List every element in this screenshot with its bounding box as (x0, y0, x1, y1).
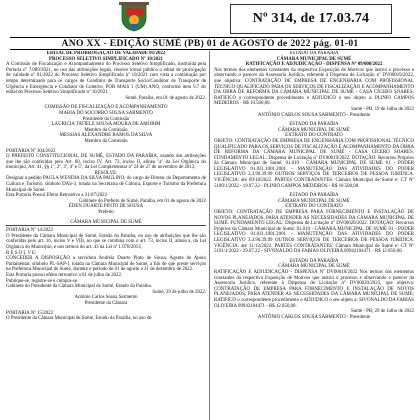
edital-body: A Comissão de Fiscalização e Acompanhamento do Processo Seletivo Simplificado, instituída pela Portaria nº 7.089/2021, no uso das atribuições legais, resolve tornar público o edital de prorrogação de validade nº 01/2022 do Processo Seletivo Simplificado nº 10/2021 com vista a contratação por tempo determinado para os cargos de Condutor de Transporte Socio/Condutor de Transporte de Urgência e Emergência e Condutor de Coletivo, POR MAIS 1 (UM) ANO, conforme item 9.7 do edital do Processo Seletivo Simplificado nº 10/2021. (6, 62, 206, 96)
commission-member-1: MARIA DO SOCORRO SOUSA SARMENTO (59, 110, 153, 116)
commission-member-3-role: Membro da Comissão (84, 138, 128, 144)
extract-1-body: OBJETO: CONTRATAÇÃO DE EMPRESA DE ENGENHARIA COM PROFISSIONAL TÉCNICO QUALIFICADO PARA OS SERVIÇOS DE FISCALIZAÇÃO E ACOMPANHAMENTO DA OBRA DE REFORMA DA CÂMARA MUNICIPAL DE SUMÉ - CASA CÍCERO SOARES. FUNDAMENTO LEGAL: Dispensa de Licitação nº DV00019/2022. DOTAÇÃO: Recursos Próprios da Câmara Municipal de Sumé: 01.010 - CÂMARA MUNICIPAL DE SUMÉ 01 - PODER LEGISLATIVO 01.031.1001.2001 - MANUTENÇÃO DAS ATIVIDADES DO PODER LEGISLATIVO 3.3.90.39.99 OUTROS SERVIÇOS DE TERCEIROS DE PESSOA JURÍDICA. VIGÊNCIA: até 09/10/2022. PARTES CONTRATANTES: Câmara Municipal de Sumé e: CT Nº 5190/1/2022 - 19.07.22 - PLINIO CAMPOS MEDEIROS - R$ 10.500,00. (214, 138, 414, 189)
mayor-name: ÉDEN DUARTE PINTO DE SOUSA (68, 204, 144, 210)
ratification-state: ESTADO DA PARAÍBA (289, 51, 339, 56)
portaria-14-effect: Esta Portaria possui efeito retroativo a 01 de julho de 2022. (6, 272, 123, 278)
portaria-15-section (6, 311, 206, 322)
contract-extract-1 (214, 122, 414, 189)
ratification-title: CÂMARA MUNICIPAL DE SUMÉ (276, 56, 352, 62)
right-column (214, 51, 414, 420)
chamber-title: CÂMARA MUNICIPAL DE SUMÉ (6, 220, 206, 227)
commission-member-3: MESSIAS ALEXANDRE RAMOS DA SILVA (59, 133, 153, 139)
portaria-15-title: PORTARIA Nº 15/2022 (6, 310, 54, 316)
ratification-subtitle: RATIFICAÇÃO E ADJUDICAÇÃO - DISPENSA Nº 09/000/2022 (245, 62, 383, 68)
commission-member-2: LAURICIA TATIELE SOUSA MOURA DE AMORIM (51, 122, 161, 128)
portaria-14-date: Sumé, 29 de julho de 2022. (152, 289, 206, 295)
ratification-place-date: Sumé - PB, 19 de Julho de 2022 (350, 106, 414, 112)
ratification-body: Nos termos dos elementos constantes da respectiva Exposição de Motivos que instruí o processo e observando o parecer da Assessoria Jurídica, referente à Dispensa de Licitação nº DV00019/2022, que objetiva: CONTRATAÇÃO DE EMPRESA DE ENGENHARIA COM PROFISSIONAL TÉCNICO QUALIFICADO PARA OS SERVIÇOS DE FISCALIZAÇÃO E ACOMPANHAMENTO DA OBRA DE REFORMA DA CÂMARA MUNICIPAL DE SUMÉ - CASA CÍCERO SOARES; RATIFICO o correspondente procedimento e ADJUDICO o seu objeto a: PLINIO CAMPOS MEDEIROS - R$ 10.500,00. (214, 67, 414, 107)
edital-place-date: Sumé, Paraíba, em 01 de agosto de 2022. (125, 95, 206, 101)
edital-subtitle: PROCESSO SELETIVO SIMPLIFICADO Nº 10/2021 (48, 56, 164, 62)
portaria-304-section (6, 149, 206, 216)
chamber-president-role: Presidente da Câmara (84, 300, 128, 306)
portaria-304-decision: Designar a pedido PAULA WENDIA DA SILVA PAULINO, do cargo de Diretor do Departamento de Cultura e Turismo, símbolo DAS-3, lotada na Secretaria de Cultura, Esporte e Turismo da Prefeitura Municipal de Sumé. (6, 176, 206, 193)
left-column (6, 51, 206, 420)
extract-2-chamber: CÂMARA MUNICIPAL DE SUMÉ (278, 198, 350, 204)
extract-1-chamber: CÂMARA MUNICIPAL DE SUMÉ (278, 127, 350, 133)
ratification-2-state: ESTADO DA PARAÍBA (289, 258, 339, 264)
ratification-2-body: RATIFICAÇÃO E ADJUDICAÇÃO - DISPENSA Nº DV00010/2022 Nos termos dos elementos constantes da respectiva Exposição de Motivos que instruí o processo e observando o parecer da Assessoria Jurídica, referente à Dispensa de Licitação nº DV00020/2022, que objetiva: CONTRATAÇÃO DE EMPRESA PARA FORNECIMENTO E INSTALAÇÃO DE NOVOS PLANEJADOS, PARA ATENDER AS NECESSIDADES DA CÂMARA MUNICIPAL DE SUMÉ; RATIFICO o correspondente procedimento e ADJUDICO o seu objeto a: SIVONALDO DA FARIAS OLIVEIRA 09942104471 - R$ 12.850,00. (214, 269, 414, 309)
commission-signatures (6, 105, 206, 144)
registration-number: Nº 314, de 17.03.74 (230, 4, 392, 34)
portaria-304-place-date: Gabinete do Prefeito de Sumé, Paraíba, em 01 de agosto de 2022 (79, 198, 206, 204)
column-divider (209, 51, 210, 420)
mayor-role: Prefeito (98, 210, 114, 216)
ratification-2-signer: ANTÔNIO CARLOS SOUSA SARMENTO - Presidente (257, 314, 371, 320)
portaria-14-publish: Publique-se, registre-se e cumpra-se. (6, 278, 79, 284)
extract-1-state: ESTADO DA PARAÍBA (289, 122, 339, 128)
ratification-2-title: CÂMARA MUNICIPAL DE SUMÉ (278, 264, 350, 270)
extract-2-title: EXTRATO DO CONTRATO (285, 204, 343, 210)
commission-title: COMISSÃO DE FISCALIZAÇÃO E ACOMPANHAMENTO (44, 105, 168, 111)
portaria-14-body: O Presidente da Câmara Municipal de Sumé, Estado da Paraíba, no uso de atribuições que lhe são conferidas pelo art. 16, inciso V e VIII, no que se combina com o art. 73, inciso II, alínea a, da Lei Orgânica do Município, e nos termos do art. 43 da Lei nº 1.078/2013, (6, 233, 206, 250)
portaria-304-effect: Esta Portaria Possui Efeito Retroativo a 31/07/2022 (6, 193, 108, 199)
extract-2-body: OBJETO: CONTRATAÇÃO DE EMPRESA PARA FORNECIMENTO E INSTALAÇÃO DE NOVOS PLANEJADOS, PARA ATENDER AS NECESSIDADES DA CÂMARA MUNICIPAL DE SUMÉ. FUNDAMENTO LEGAL: Dispensa de Licitação nº DV00020/2022. DOTAÇÃO: Recursos Próprios da Câmara Municipal de Sumé: 01.010 - CÂMARA MUNICIPAL DE SUMÉ 01 - PODER LEGISLATIVO 01.031.1001.2001 - MANUTENÇÃO DAS ATIVIDADES DO PODER LEGISLATIVO 3.3.90.39.99 OUTROS SERVIÇOS DE TERCEIROS DE PESSOA JURÍDICA. VIGÊNCIA: até 31/12/2022. PARTES CONTRATANTES: Câmara Municipal de Sumé e: CT Nº 5191/1/2022 - 29.07.22 - SIVONALDO DA FARIAS OLIVEIRA 09942104471 - R$ 12.850,00. (214, 210, 414, 255)
contract-extract-2 (214, 193, 414, 255)
portaria-14-location: Gabinete do Presidente da Câmara Municipal de Sumé, Estado da Paraíba. (6, 284, 152, 290)
commission-member-1-role: Presidente da Comissão (82, 116, 130, 122)
ratification-2-place-date: Sumé - PB, 29 de Julho de 2022 (350, 309, 414, 315)
portaria-15-body: O Presidente da Câmara Municipal de Sumé, Estado da Paraíba, no uso de (6, 316, 152, 322)
portaria-14-section (6, 220, 206, 307)
portaria-304-resolve: RESOLVE: (94, 170, 118, 176)
commission-member-2-role: Membro da Comissão (84, 127, 128, 133)
municipal-coat-of-arms-icon (118, 2, 150, 32)
portaria-14-decision: CONCEDER A DISPOSIÇÃO a servidora Andréia Duarte Pinto de Sousa, Agente de Apoio Parlamentar, símbolo PL-SAP-I, lotada na Câmara Municipal de Sumé, a fim de que preste serviços na Prefeitura Municipal de Sumé, durante o período de 01 de agosto a 31 de dezembro de 2022. (6, 256, 206, 273)
ratification-section (214, 51, 414, 118)
chamber-president-name: Antônio Carlos Sousa Sarmento (74, 295, 138, 301)
ratification-signer: ANTÔNIO CARLOS SOUSA SARMENTO - Presidente (257, 112, 371, 118)
portaria-304-body: O PREFEITO CONSTITUCIONAL DE SUMÉ, ESTADO DA PARAÍBA, usando das atribuições que lhe são conferidas pelo Art. 60, inciso IV, Art. 73, inciso II, alínea "a" da Lei Orgânica do município, Art. 41, §§ 1º, 2º, 3º, 4º e 5º, da Lei Complementar nº 24 de 27 de novembro de 2013, (6, 154, 206, 171)
edital-section (6, 51, 206, 101)
portaria-304-title: PORTARIA Nº 304/2022 (6, 148, 56, 154)
extract-2-state: ESTADO DA PARAÍBA (289, 193, 339, 199)
portaria-14-resolve: R E S O L V E: (6, 250, 37, 256)
portaria-14-title: PORTARIA Nº 14/2022 (6, 228, 54, 234)
extract-1-title: EXTRATO DO CONTRATO (285, 133, 343, 139)
masthead (0, 0, 420, 38)
edital-title: EDITAL DE PRORROGAÇÃO DE VALIDADE 01/2022 (46, 51, 166, 56)
edition-line: ANO XX - EDIÇÃO SUMÉ (PB) 01 de AGOSTO de 2022 pág. 01-01 (10, 37, 410, 50)
ratification-2-section (214, 259, 414, 321)
